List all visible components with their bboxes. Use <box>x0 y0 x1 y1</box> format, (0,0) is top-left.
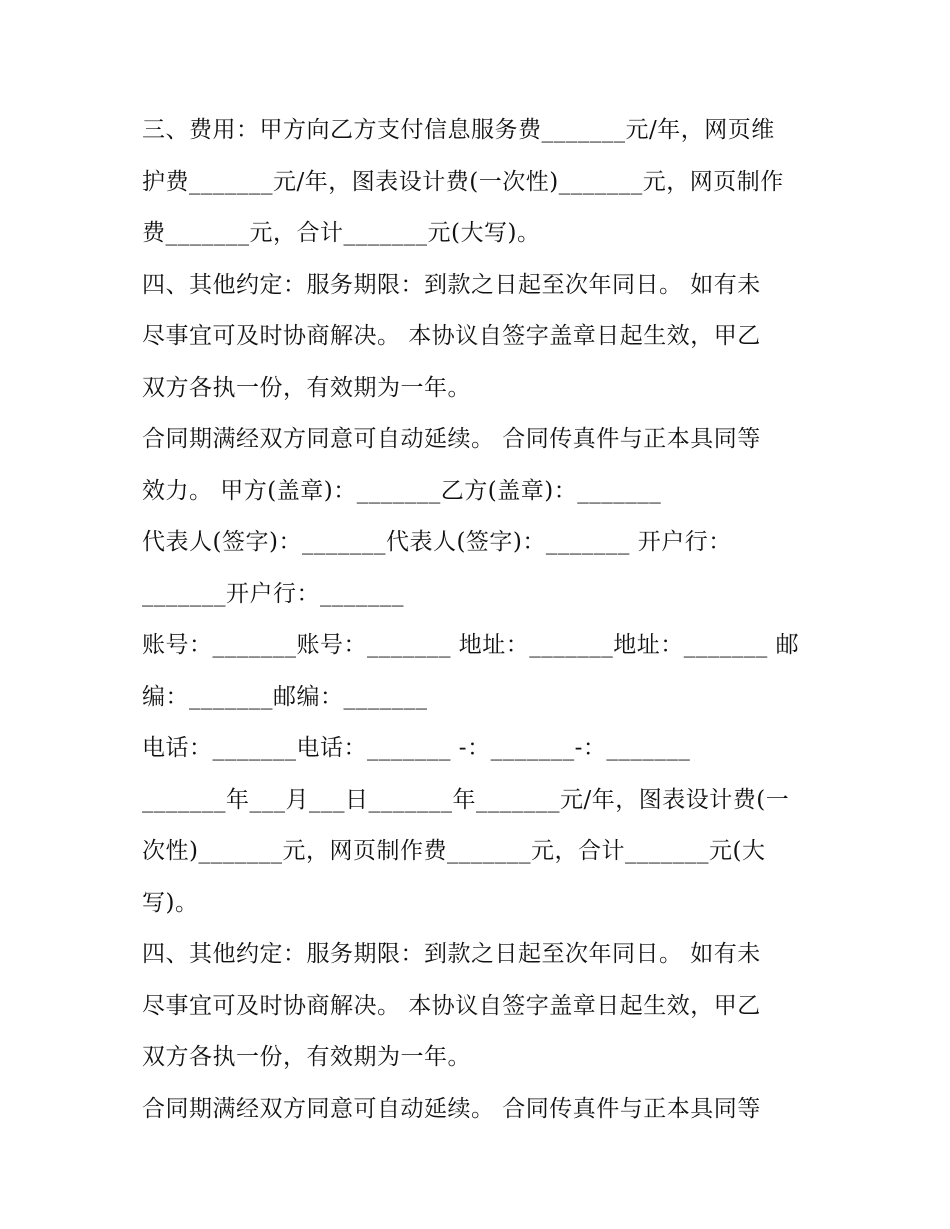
contract-line-fees-cont: 护费_______元/年，图表设计费(一次性)_______元，网页制作 <box>142 168 784 195</box>
contract-line-dates: _______年___月___日_______年_______元/年，图表设计费(一 <box>142 786 790 813</box>
contract-line-renewal: 合同期满经双方同意可自动延续。 合同传真件与正本具同等 <box>142 426 761 452</box>
contract-line-banks: _______开户行：_______ <box>142 580 404 607</box>
contract-line-renewal-repeat: 合同期满经双方同意可自动延续。 合同传真件与正本具同等 <box>142 1095 761 1122</box>
contract-body <box>142 105 822 1135</box>
contract-line-accounts: 账号：_______账号：_______ 地址：_______地址：_______ 邮 <box>142 632 800 658</box>
contract-line-fees-repeat-end: 写)。 <box>142 889 199 916</box>
contract-line-phones: 电话：_______电话：_______ -：_______-：_______ <box>142 735 691 761</box>
contract-line-postcodes: 编：_______邮编：_______ <box>142 683 428 710</box>
contract-line-validity-repeat: 双方各执一份，有效期为一年。 <box>142 1044 471 1070</box>
contract-line-total: 费_______元，合计_______元(大写)。 <box>142 220 541 246</box>
contract-line-negotiation: 尽事宜可及时协商解决。 本协议自签字盖章日起生效，甲乙 <box>142 323 761 349</box>
contract-line-other-terms-repeat: 四、其他约定：服务期限：到款之日起至次年同日。 如有未 <box>142 941 761 967</box>
contract-line-validity: 双方各执一份，有效期为一年。 <box>142 374 471 401</box>
contract-line-representatives: 代表人(签字)：_______代表人(签字)：_______ 开户行： <box>142 529 732 555</box>
contract-line-fees: 三、费用：甲方向乙方支付信息服务费_______元/年，网页维 <box>142 117 775 143</box>
contract-line-negotiation-repeat: 尽事宜可及时协商解决。 本协议自签字盖章日起生效，甲乙 <box>142 992 761 1019</box>
contract-line-other-terms: 四、其他约定：服务期限：到款之日起至次年同日。 如有未 <box>142 271 761 298</box>
contract-line-fees-repeat: 次性)_______元，网页制作费_______元，合计_______元(大 <box>142 838 766 864</box>
contract-line-seals: 效力。 甲方(盖章)：_______乙方(盖章)：_______ <box>142 477 662 504</box>
